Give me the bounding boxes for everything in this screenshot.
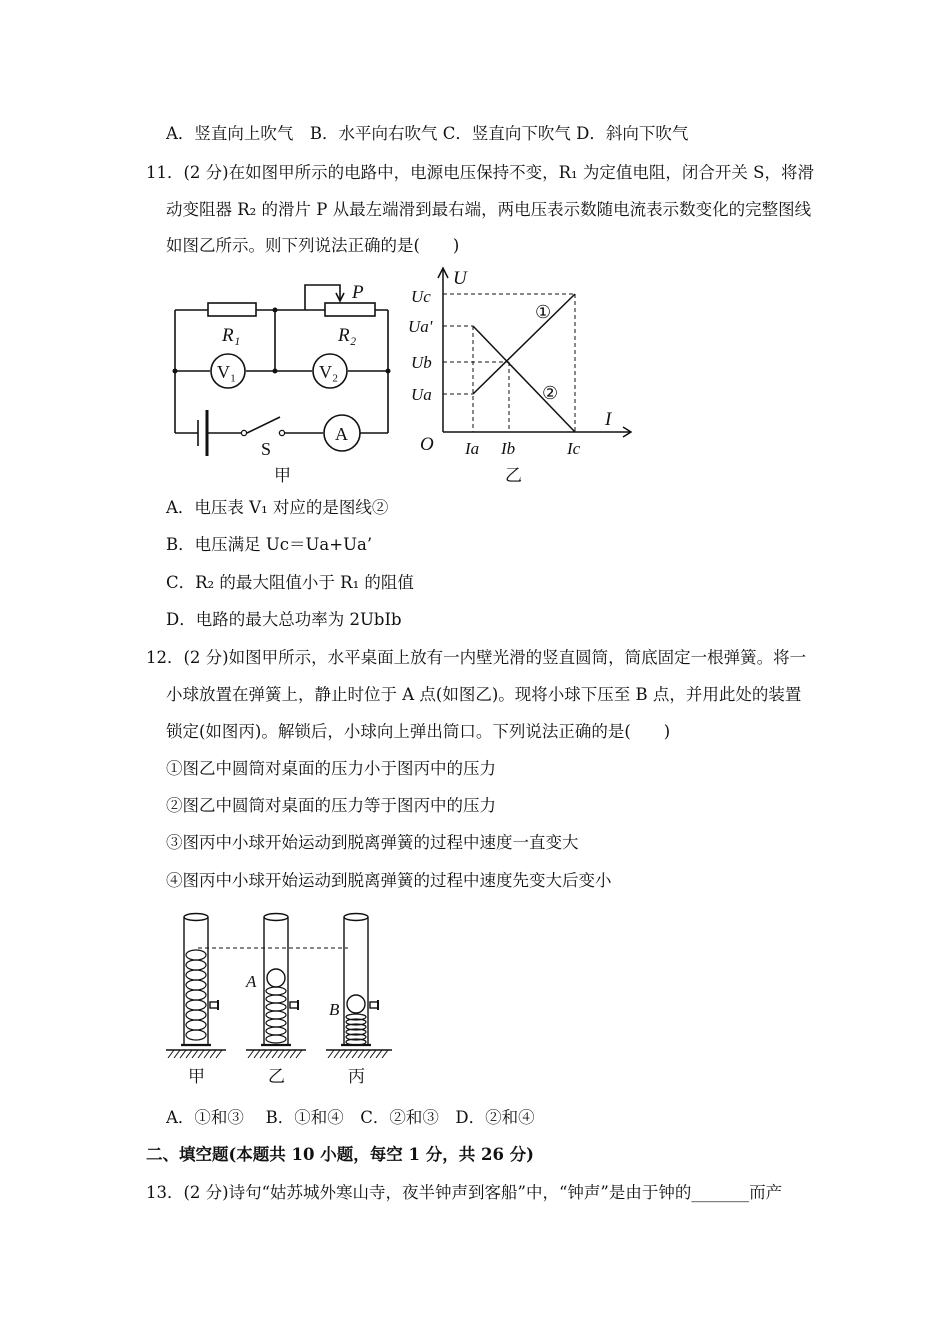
q13-stem-line1: 13．(2 分)诗句“姑苏城外寒山寺，夜半钟声到客船”中，“钟声”是由于钟的_______而产: [146, 1183, 783, 1202]
q11-option-c: C．R₂ 的最大阻值小于 R₁ 的阻值: [166, 573, 414, 592]
section2-title: 二、填空题(本题共 10 小题，每空 1 分，共 26 分): [146, 1145, 534, 1164]
ic-label: Ic: [567, 439, 581, 458]
line-1-label: ①: [535, 302, 552, 322]
q11-stem-line1: 11．(2 分)在如图甲所示的电路中，电源电压保持不变，R₁ 为定值电阻，闭合开关 S，将滑: [146, 163, 814, 182]
u-i-graph: [405, 262, 635, 492]
caption-bing: 丙: [348, 1067, 365, 1086]
q10-options: A．竖直向上吹气 B．水平向右吹气 C．竖直向下吹气 D．斜向下吹气: [166, 124, 689, 143]
circuit-caption: 甲: [274, 466, 291, 485]
circuit-diagram: [160, 275, 400, 490]
point-b-label: B: [329, 1000, 340, 1019]
r1-label: R₁: [222, 325, 241, 346]
q11-option-d: D．电路的最大总功率为 2UbIb: [166, 610, 402, 629]
q12-stem-line2: 小球放置在弹簧上，静止时位于 A 点(如图乙)。现将小球下压至 B 点，并用此处的装置: [166, 685, 802, 704]
q12-stem-line3: 锁定(如图丙)。解锁后，小球向上弹出筒口。下列说法正确的是( ): [166, 722, 671, 741]
r2-label: R₂: [338, 325, 357, 346]
ib-label: Ib: [501, 439, 516, 458]
q11-option-b: B．电压满足 Uc＝Ua+Ua’: [166, 535, 373, 554]
v1-label: V₁: [217, 362, 237, 382]
ua-label: Ua: [411, 385, 432, 404]
line-2-label: ②: [542, 383, 559, 403]
q11-stem-line2: 动变阻器 R₂ 的滑片 P 从最左端滑到最右端，两电压表示数随电流表示数变化的完整图线: [166, 200, 812, 219]
q12-statement-4: ④图丙中小球开始运动到脱离弹簧的过程中速度先变大后变小: [166, 871, 612, 890]
axis-i-label: I: [605, 409, 612, 430]
q12-statement-1: ①图乙中圆筒对桌面的压力小于图丙中的压力: [166, 759, 496, 778]
axis-u-label: U: [453, 268, 467, 289]
v2-label: V₂: [319, 362, 339, 382]
caption-yi: 乙: [268, 1067, 285, 1086]
q12-statement-2: ②图乙中圆筒对桌面的压力等于图丙中的压力: [166, 796, 496, 815]
ia-label: Ia: [465, 439, 480, 458]
q12-stem-line1: 12．(2 分)如图甲所示，水平桌面上放有一内壁光滑的竖直圆筒，筒底固定一根弹簧。将一: [146, 648, 807, 667]
switch-label: S: [261, 439, 272, 459]
ua-prime-label: Ua': [408, 317, 433, 336]
ammeter-label: A: [335, 424, 348, 444]
uc-label: Uc: [411, 287, 431, 306]
graph-caption: 乙: [505, 466, 522, 485]
caption-jia: 甲: [188, 1067, 205, 1086]
point-a-label: A: [246, 972, 257, 991]
q12-options: A．①和③ B．①和④ C．②和③ D．②和④: [166, 1108, 535, 1127]
q12-statement-3: ③图丙中小球开始运动到脱离弹簧的过程中速度一直变大: [166, 833, 579, 852]
cylinders-figure: [160, 905, 410, 1090]
q11-stem-line3: 如图乙所示。则下列说法正确的是( ): [166, 236, 460, 255]
ub-label: Ub: [411, 353, 432, 372]
origin-label: O: [420, 434, 434, 455]
slider-p-label: P: [352, 282, 364, 303]
q11-option-a: A．电压表 V₁ 对应的是图线②: [166, 498, 389, 517]
